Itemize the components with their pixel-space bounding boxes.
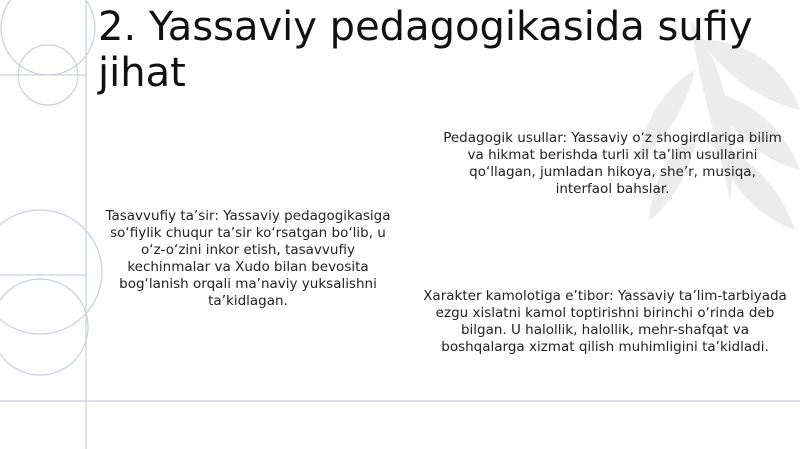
- slide-title: 2. Yassaviy pedagogikasida sufiy jihat: [98, 4, 753, 96]
- text-block-character-development: Xarakter kamolotiga e’tibor: Yassaviy ta’lim-tarbiyada ezgu xislatni kamol toptirishni birinchi o‘rinda deb bilgan. U halollik, halollik, mehr-shafqat va boshqalarga xizmat qilish muhimligini ta’kidladi.: [423, 288, 787, 355]
- text-block-pedagogical-methods: Pedagogik usullar: Yassaviy o‘z shogirdlariga bilim va hikmat berishda turli xil ta’lim usullarini qo‘llagan, jumladan hikoya, she’r, musiqa, interfaol bahslar.: [443, 130, 782, 197]
- text-block-sufi-influence: Tasavvufiy ta’sir: Yassaviy pedagogikasiga so‘fiylik chuqur ta’sir ko‘rsatgan bo‘lib, u o‘z-o‘zini inkor etish, tasavvufiy kechinmalar va Xudo bilan bevosita bog‘lanish orqali ma’naviy yuksalishni ta’kidlagan.: [105, 208, 391, 309]
